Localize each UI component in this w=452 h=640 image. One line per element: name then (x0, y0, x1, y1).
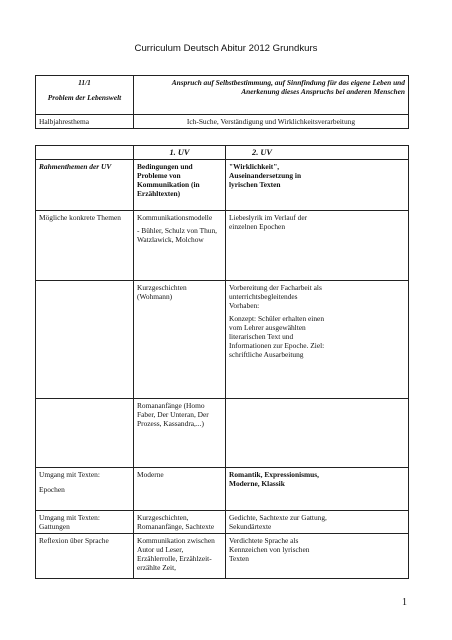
epochs-label (36, 468, 134, 511)
semester-topic: Problem der Lebenswelt (47, 93, 122, 102)
themes-label: Mögliche konkrete Themen (36, 211, 134, 281)
language-row (36, 534, 409, 579)
themes-row-c (36, 399, 409, 468)
language-label: Reflexion über Sprache (36, 534, 134, 579)
epochs-uv2-text: Romantik, Expressionismus, Moderne, Klassik (229, 470, 320, 488)
document-title: Curriculum Deutsch Abitur 2012 Grundkurs (134, 43, 318, 54)
themes-uv2-b (226, 281, 409, 399)
language-uv2 (226, 534, 409, 579)
epochs-row (36, 468, 409, 511)
themes-row-a (36, 211, 409, 281)
page-number: 1 (402, 597, 407, 608)
semester-code: 11/1 (78, 78, 91, 87)
units-table (35, 145, 409, 579)
themes-uv2-b-p2: Konzept: Schüler erhalten einen vom Lehrer ausgewählten literarischen Text und Informationen zur Epoche. Ziel: schriftliche Ausarbeitung (229, 314, 325, 359)
units-header-empty (36, 146, 134, 160)
frame-uv2-text: "Wirklichkeit", Auseinandersetzung in lyrischen Texten (229, 162, 302, 189)
epochs-label-b: Epochen (39, 485, 65, 494)
themes-uv2-a-text: Liebeslyrik im Verlauf der einzelnen Epochen (229, 213, 308, 231)
genres-uv2 (226, 511, 409, 534)
themes-uv1-a-title: Kommunikationsmodelle (137, 213, 213, 222)
frame-label: Rahmenthemen der UV (36, 160, 134, 211)
genres-label: Umgang mit Texten: Gattungen (36, 511, 134, 534)
semester-claim: Anspruch auf Selbstbestimmung, auf Sinnfindung für das eigene Leben und Anerkenung dieses Anspruchs bei anderen Menschen (134, 76, 409, 115)
language-uv2-text: Verdichtete Sprache als Kennzeichen von lyrischen Texten (229, 536, 310, 563)
themes-uv2-c (226, 399, 409, 468)
themes-uv1-a (134, 211, 226, 281)
frame-uv1: Bedingungen und Probleme von Kommunikation (in Erzähltexten) (134, 160, 226, 211)
semester-table (35, 75, 409, 129)
semester-theme-value: Ich-Suche, Verständigung und Wirklichkeitsverarbeitung (134, 115, 409, 129)
themes-uv2-a (226, 211, 409, 281)
semester-header-row (36, 76, 409, 115)
themes-uv1-a-detail: - Bühler, Schulz von Thun, Watzlawick, Molchow (137, 226, 218, 244)
epochs-label-a: Umgang mit Texten: (39, 470, 100, 479)
units-header-uv2: 2. UV (226, 146, 409, 160)
epochs-uv2 (226, 468, 409, 511)
genres-row (36, 511, 409, 534)
themes-empty-c (36, 399, 134, 468)
themes-uv1-b: Kurzgeschichten (Wohmann) (134, 281, 226, 399)
semester-code-cell (36, 76, 134, 115)
themes-empty-b (36, 281, 134, 399)
units-header-row (36, 146, 409, 160)
themes-uv1-c: Romananfänge (Homo Faber, Der Unteran, Der Prozess, Kassandra,...) (134, 399, 226, 468)
themes-row-b (36, 281, 409, 399)
themes-uv2-b-p1: Vorbereitung der Facharbeit als unterrichtsbegleitendes Vorhaben: (229, 283, 322, 310)
epochs-uv1: Moderne (134, 468, 226, 511)
frame-uv2 (226, 160, 409, 211)
semester-theme-label: Halbjahresthema (36, 115, 134, 129)
units-header-uv1: 1. UV (134, 146, 226, 160)
genres-uv1: Kurzgeschichten, Romananfänge, Sachtexte (134, 511, 226, 534)
semester-theme-row (36, 115, 409, 129)
frame-row (36, 160, 409, 211)
language-uv1: Kommunikation zwischen Autor ud Leser, Erzählerrolle, Erzählzeit-erzählte Zeit, (134, 534, 226, 579)
genres-uv2-text: Gedichte, Sachtexte zur Gattung, Sekundärtexte (229, 513, 327, 531)
